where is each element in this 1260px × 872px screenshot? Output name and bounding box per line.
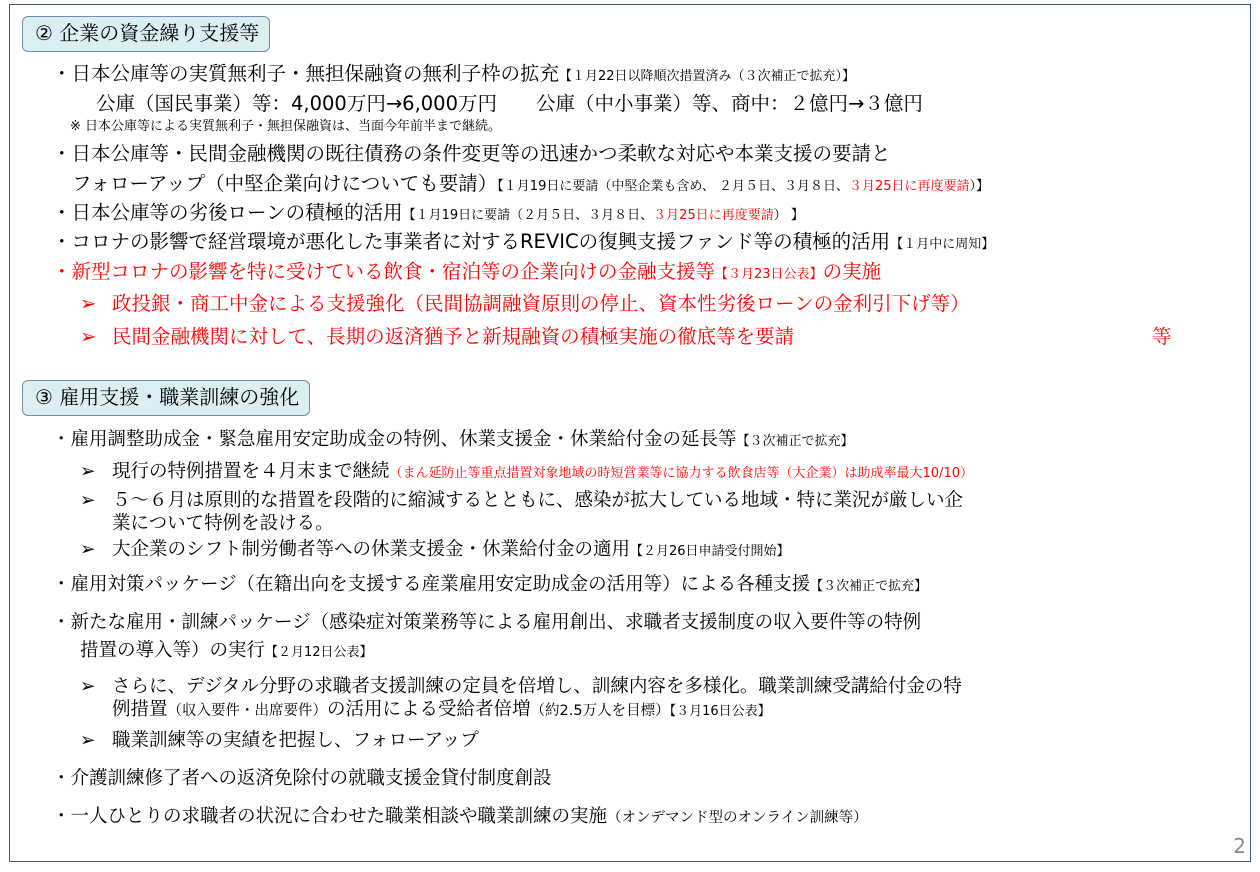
arrow-bullet-icon: ➢ [80,325,97,348]
arrow-bullet-icon: ➢ [80,676,96,697]
s2-line6: ・日本公庫等の劣後ローンの積極的活用【１月19日に要請（２月５日、３月８日、３月25日に再度要請） 】 [52,201,804,224]
s2-line10-tail: 等 [1152,325,1172,348]
s2-line9: ➢ 政投銀・商工中金による支援強化（民間協調融資原則の停止、資本性劣後ローンの金利引下げ等） [80,292,970,315]
s3-line3: ➢ ５～６月は原則的な措置を段階的に縮減するとともに、感染が拡大している地域・特に業況が厳しい企 [80,490,964,511]
s2-line4: ・日本公庫等・民間金融機関の既往債務の条件変更等の迅速かつ柔軟な対応や本業支援の要請と [52,142,891,165]
s2-line5: フォローアップ（中堅企業向けについても要請）【１月19日に要請（中堅企業も含め、 ２月５日、３月８日、３月25日に再度要請）】 [72,172,990,195]
s3-line11: ➢ 職業訓練等の実績を把握し、フォローアップ [80,730,479,751]
s2-line3: ※ 日本公庫等による実質無利子・無担保融資は、当面今年前半まで継続。 [70,119,502,134]
arrow-bullet-icon: ➢ [80,292,97,315]
s3-line2: ➢ 現行の特例措置を４月末まで継続（まん延防止等重点措置対象地域の時短営業等に協力する飲食店等（大企業）は助成率最大10/10） [80,461,973,482]
s3-line5: ➢ 大企業のシフト制労働者等への休業支援金・休業給付金の適用【２月26日申請受付開始】 [80,539,790,560]
s3-line8: 措置の導入等）の実行【２月12日公表】 [80,640,373,661]
arrow-bullet-icon: ➢ [80,490,96,511]
s2-line10: ➢ 民間金融機関に対して、長期の返済猶予と新規融資の積極実施の徹底等を要請 [80,325,795,348]
page-number: 2 [1233,834,1246,858]
s2-line8: ・新型コロナの影響を特に受けている飲食・宿泊等の企業向けの金融支援等【３月23日公表】の実施 [52,260,882,283]
s2-line1: ・日本公庫等の実質無利子・無担保融資の無利子枠の拡充【１月22日以降順次措置済み（３次補正で拡充）】 [52,62,856,85]
section3-heading: ③ 雇用支援・職業訓練の強化 [22,380,310,416]
arrow-bullet-icon: ➢ [80,730,96,751]
s3-line13: ・一人ひとりの求職者の状況に合わせた職業相談や職業訓練の実施（オンデマンド型のオンライン訓練等） [52,806,868,827]
arrow-bullet-icon: ➢ [80,461,96,482]
s3-line9: ➢ さらに、デジタル分野の求職者支援訓練の定員を倍増し、訓練内容を多様化。職業訓練受講給付金の特 [80,676,962,697]
s2-line2: 公庫（国民事業）等：4,000万円→6,000万円 公庫（中小事業）等、商中：２億円→３億円 [96,92,923,115]
s3-line7: ・新たな雇用・訓練パッケージ（感染症対策業務等による雇用創出、求職者支援制度の収入要件等の特例 [52,612,922,633]
s3-line4: 業について特例を設ける。 [112,513,334,534]
s3-line6: ・雇用対策パッケージ（在籍出向を支援する産業雇用安定助成金の活用等）による各種支援【３次補正で拡充】 [52,574,928,595]
s2-line7: ・コロナの影響で経営環境が悪化した事業者に対するREVICの復興支援ファンド等の積極的活用【１月中に周知】 [52,230,995,253]
arrow-bullet-icon: ➢ [80,539,96,560]
s3-line10: 例措置（収入要件・出席要件）の活用による受給者倍増（約2.5万人を目標）【３月16日公表】 [112,699,771,720]
s3-line12: ・介護訓練修了者への返済免除付の就職支援金貸付制度創設 [52,768,552,789]
section2-heading: ② 企業の資金繰り支援等 [22,16,270,52]
s3-line1: ・雇用調整助成金・緊急雇用安定助成金の特例、休業支援金・休業給付金の延長等【３次補正で拡充】 [52,429,854,450]
